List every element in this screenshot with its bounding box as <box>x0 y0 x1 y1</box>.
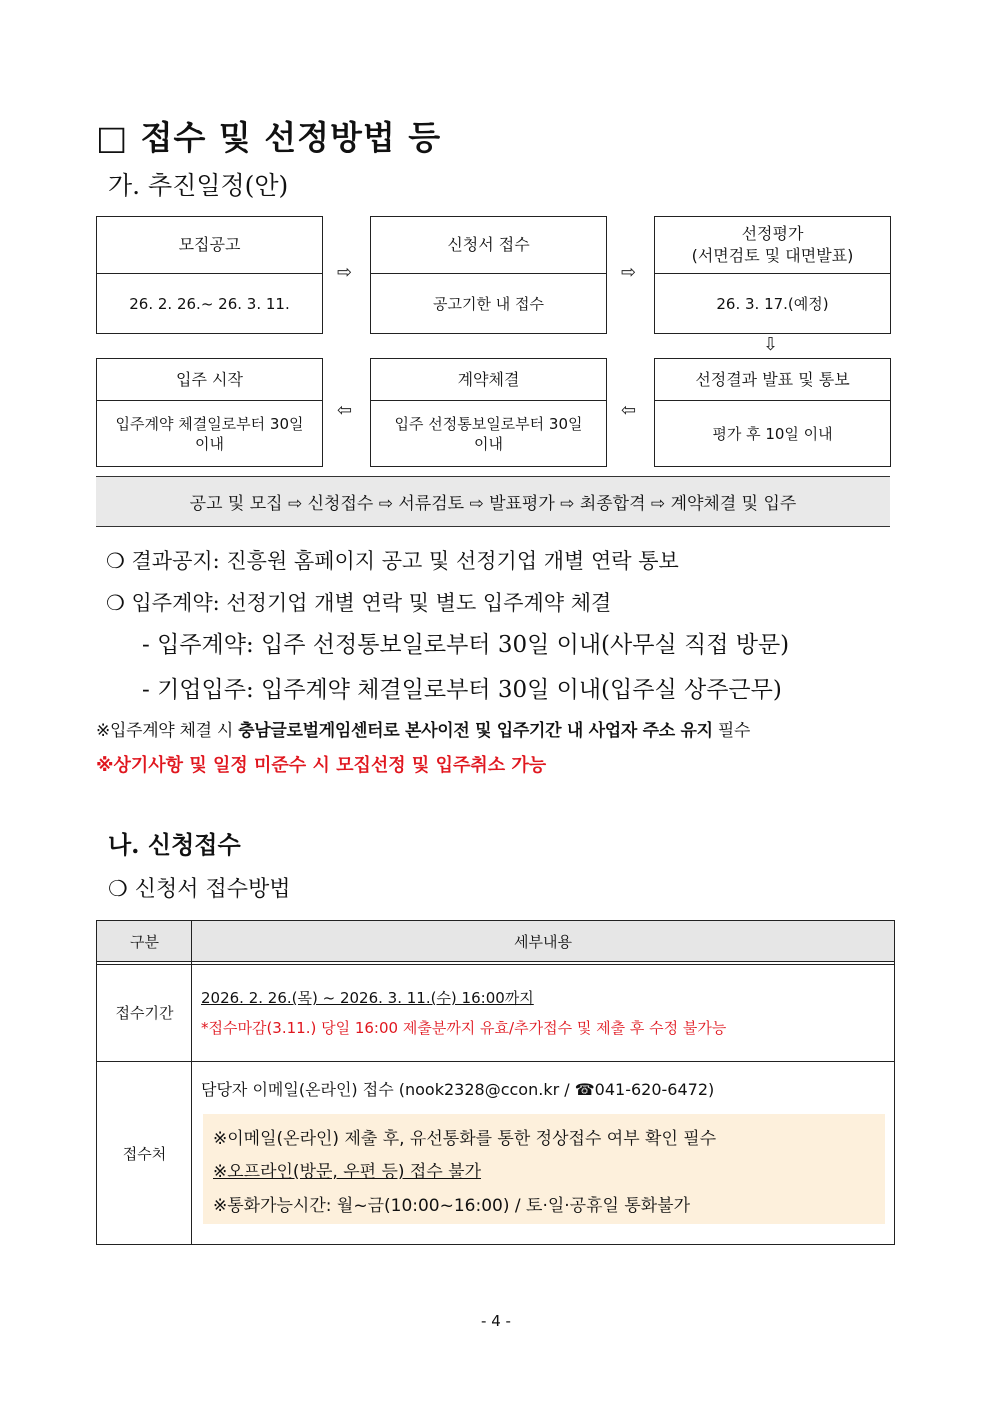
flow-box-head: 계약체결 <box>371 359 606 401</box>
application-title: 나. 신청접수 <box>108 830 241 859</box>
flow-box-head: 선정결과 발표 및 통보 <box>655 359 890 401</box>
flow-box-body: 공고기한 내 접수 <box>433 294 544 313</box>
page-number: - 4 - <box>481 1312 511 1330</box>
bullet-result-notice: ❍ 결과공지: 진흥원 홈페이지 공고 및 선정기업 개별 연락 통보 <box>106 549 679 573</box>
flow-box-evaluation <box>654 216 891 334</box>
notice-item: ※이메일(온라인) 제출 후, 유선통화를 통한 정상접수 여부 확인 필수 <box>213 1129 717 1149</box>
schedule-title: 가. 추진일정(안) <box>108 171 289 200</box>
contact-line: 담당자 이메일(온라인) 접수 (nook2328@ccon.kr / ☎041-620-6472) <box>201 1080 715 1099</box>
note-address <box>96 716 750 741</box>
flow-box-move-in <box>96 358 323 467</box>
flow-box-head: 모집공고 <box>97 217 322 274</box>
process-bar: 공고 및 모집 ⇨ 신청접수 ⇨ 서류검토 ⇨ 발표평가 ⇨ 최종합격 ⇨ 계약체결 및 입주 <box>96 476 890 527</box>
application-table <box>96 920 895 1245</box>
flow-box-body: 입주 선정통보일로부터 30일 이내 <box>394 414 583 453</box>
flow-box-result <box>654 358 891 467</box>
arrow-left-icon: ⇦ <box>337 400 353 421</box>
arrow-right-icon: ⇨ <box>337 262 353 283</box>
table-row-label-period: 접수기간 <box>115 1004 174 1022</box>
note-prefix: ※입주계약 체결 시 <box>96 721 239 741</box>
flow-box-contract <box>370 358 607 467</box>
table-divider <box>97 961 894 962</box>
bullet-contract: ❍ 입주계약: 선정기업 개별 연락 및 별도 입주계약 체결 <box>106 591 612 615</box>
table-header-category: 구분 <box>130 932 159 951</box>
period-deadline-note: *접수마감(3.11.) 당일 16:00 제출분까지 유효/추가접수 및 제출 후 수정 불가능 <box>201 1019 727 1037</box>
table-row-label-place: 접수처 <box>122 1144 167 1163</box>
notice-box <box>203 1114 885 1224</box>
flow-box-body: 26. 2. 26.~ 26. 3. 11. <box>129 294 290 313</box>
flow-box-body: 입주계약 체결일로부터 30일 이내 <box>115 414 304 453</box>
flow-box-application <box>370 216 607 334</box>
dash-contract-deadline: - 입주계약: 입주 선정통보일로부터 30일 이내(사무실 직접 방문) <box>142 632 790 658</box>
arrow-down-icon: ⇩ <box>763 334 779 355</box>
note-bold: 충남글로벌게임센터로 본사이전 및 입주기간 내 사업자 주소 유지 <box>238 721 713 741</box>
application-subtitle: ❍ 신청서 접수방법 <box>108 877 291 902</box>
flow-box-head: 입주 시작 <box>97 359 322 401</box>
flow-box-body: 26. 3. 17.(예정) <box>716 294 829 313</box>
flow-box-recruit-notice <box>96 216 323 334</box>
table-divider <box>97 964 894 965</box>
arrow-left-icon: ⇦ <box>621 400 637 421</box>
flow-box-head: 선정평가 (서면검토 및 대면발표) <box>655 217 890 274</box>
notice-item: ※오프라인(방문, 우편 등) 접수 불가 <box>213 1162 482 1182</box>
dash-move-in-deadline: - 기업입주: 입주계약 체결일로부터 30일 이내(입주실 상주근무) <box>142 677 782 703</box>
period-dates: 2026. 2. 26.(목) ~ 2026. 3. 11.(수) 16:00까지 <box>201 989 534 1007</box>
table-header-details: 세부내용 <box>514 932 572 951</box>
table-divider <box>97 1061 894 1062</box>
note-suffix: 필수 <box>712 721 751 741</box>
section-title: □ 접수 및 선정방법 등 <box>96 118 442 157</box>
notice-item: ※통화가능시간: 월~금(10:00~16:00) / 토·일·공휴일 통화불가 <box>213 1196 691 1216</box>
flow-box-head: 신청서 접수 <box>371 217 606 274</box>
flow-box-body: 평가 후 10일 이내 <box>712 424 833 443</box>
note-warning: ※상기사항 및 일정 미준수 시 모집선정 및 입주취소 가능 <box>96 755 547 776</box>
arrow-right-icon: ⇨ <box>621 262 637 283</box>
